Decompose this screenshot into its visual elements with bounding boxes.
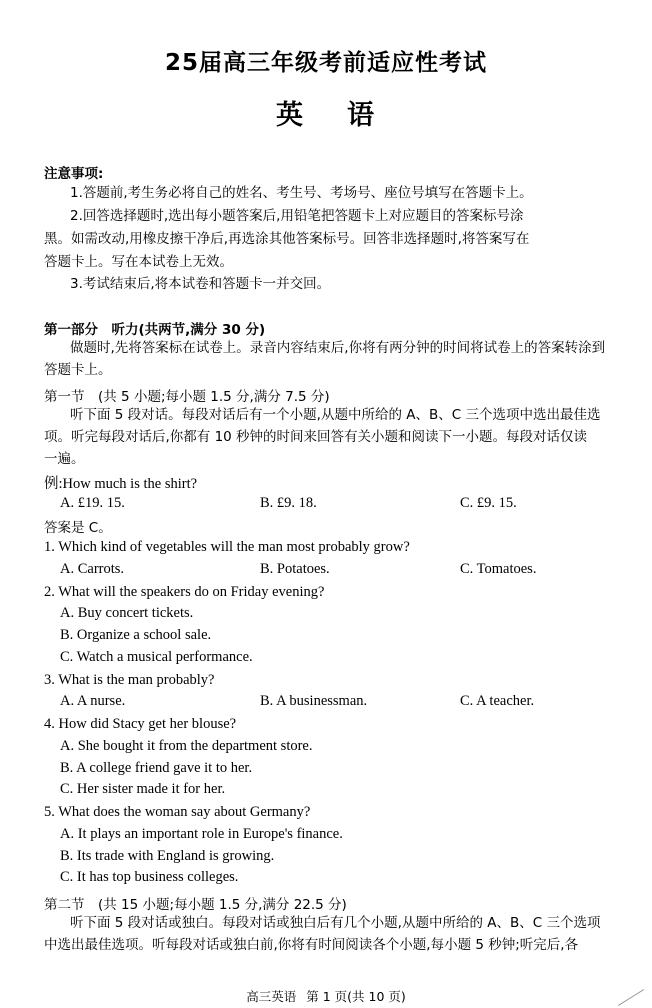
question-stem [44, 582, 608, 604]
option-b: B. Potatoes. [260, 560, 330, 577]
option-a: A. It plays an important role in Europe's finance. [60, 825, 343, 842]
part-one-heading: 第一部分 听力(共两节,满分 30 分) [44, 322, 266, 339]
option-a: A. Buy concert tickets. [60, 605, 194, 622]
question-text: What does the woman say about Germany? [58, 804, 311, 821]
question-text: How did Stacy get her blouse? [58, 716, 237, 733]
option-a: A. A nurse. [60, 693, 126, 710]
option-b: B. Organize a school sale. [60, 627, 212, 644]
footer-page-number: 第 1 页(共 10 页) [306, 989, 406, 1004]
notice-item: 3.考试结束后,将本试卷和答题卡一并交回。 [70, 276, 331, 293]
question-number: 2. [44, 583, 55, 600]
option-c: C. It has top business colleges. [60, 869, 239, 886]
notice-heading: 注意事项: [44, 166, 104, 182]
section-one-heading: 第一节 (共 5 小题;每小题 1.5 分,满分 7.5 分) [44, 389, 330, 406]
notice-item: 黑。如需改动,用橡皮擦干净后,再选涂其他答案标号。回答非选择题时,将答案写在 [44, 230, 530, 247]
subject-title [44, 93, 608, 132]
section-two-heading: 第二节 (共 15 小题;每小题 1.5 分,满分 22.5 分) [44, 897, 347, 914]
subject-title-char-2: 语 [347, 100, 376, 131]
question-text: What will the speakers do on Friday evening? [58, 583, 325, 600]
option-b: B. A businessman. [260, 693, 368, 710]
example-option: A. £19. 15. [60, 495, 125, 512]
option-b: B. A college friend gave it to her. [60, 759, 253, 776]
section-one-directions: 听下面 5 段对话。每段对话后有一个小题,从题中所给的 A、B、C 三个选项中选出最佳选 [70, 407, 601, 424]
section-one-directions: 项。听完每段对话后,你都有 10 秒钟的时间来回答有关小题和阅读下一小题。每段对话仅读 [44, 429, 588, 446]
option-c: C. Tomatoes. [460, 560, 537, 577]
example-question: 例:How much is the shirt? [44, 476, 198, 493]
example-answer: 答案是 C。 [44, 520, 112, 537]
section-two-directions: 听下面 5 段对话或独白。每段对话或独白后有几个小题,从题中所给的 A、B、C 三个选项 [70, 915, 601, 932]
page-title: 25届高三年级考前适应性考试 [164, 50, 487, 76]
option-c: C. A teacher. [460, 693, 535, 710]
question-number: 1. [44, 539, 55, 556]
part-one-intro: 做题时,先将答案标在试卷上。录音内容结束后,你将有两分钟的时间将试卷上的答案转涂到答题卡上。 [44, 340, 606, 378]
question-stem [44, 714, 608, 736]
example-option: C. £9. 15. [460, 495, 517, 512]
question-text: What is the man probably? [58, 671, 215, 688]
option-a: A. She bought it from the department store. [60, 737, 313, 754]
example-option: B. £9. 18. [260, 495, 317, 512]
question-number: 4. [44, 716, 55, 733]
question-text: Which kind of vegetables will the man most probably grow? [58, 539, 410, 556]
notice-item: 2.回答选择题时,选出每小题答案后,用铅笔把答题卡上对应题目的答案标号涂 [70, 207, 524, 224]
example-options [44, 493, 608, 515]
option-b: B. Its trade with England is growing. [60, 847, 275, 864]
option-c: C. Watch a musical performance. [60, 648, 253, 665]
footer-subject: 高三英语 [246, 989, 297, 1004]
question-options [44, 559, 608, 581]
section-one-directions: 一遍。 [44, 450, 85, 467]
page-footer [0, 987, 652, 1005]
notice-item: 答题卡上。写在本试卷上无效。 [44, 253, 233, 270]
question-stem [44, 537, 608, 559]
question-stem [44, 670, 608, 692]
question-number: 5. [44, 804, 55, 821]
option-c: C. Her sister made it for her. [60, 781, 226, 798]
subject-title-char-1: 英 [276, 100, 305, 131]
notice-item: 1.答题前,考生务必将自己的姓名、考生号、考场号、座位号填写在答题卡上。 [70, 185, 533, 201]
question-stem [44, 802, 608, 824]
question-number: 3. [44, 671, 55, 688]
option-a: A. Carrots. [60, 560, 125, 577]
question-options [44, 691, 608, 713]
section-two-directions: 中选出最佳选项。听每段对话或独白前,你将有时间阅读各个小题,每小题 5 秒钟;听完后,各 [44, 936, 579, 953]
